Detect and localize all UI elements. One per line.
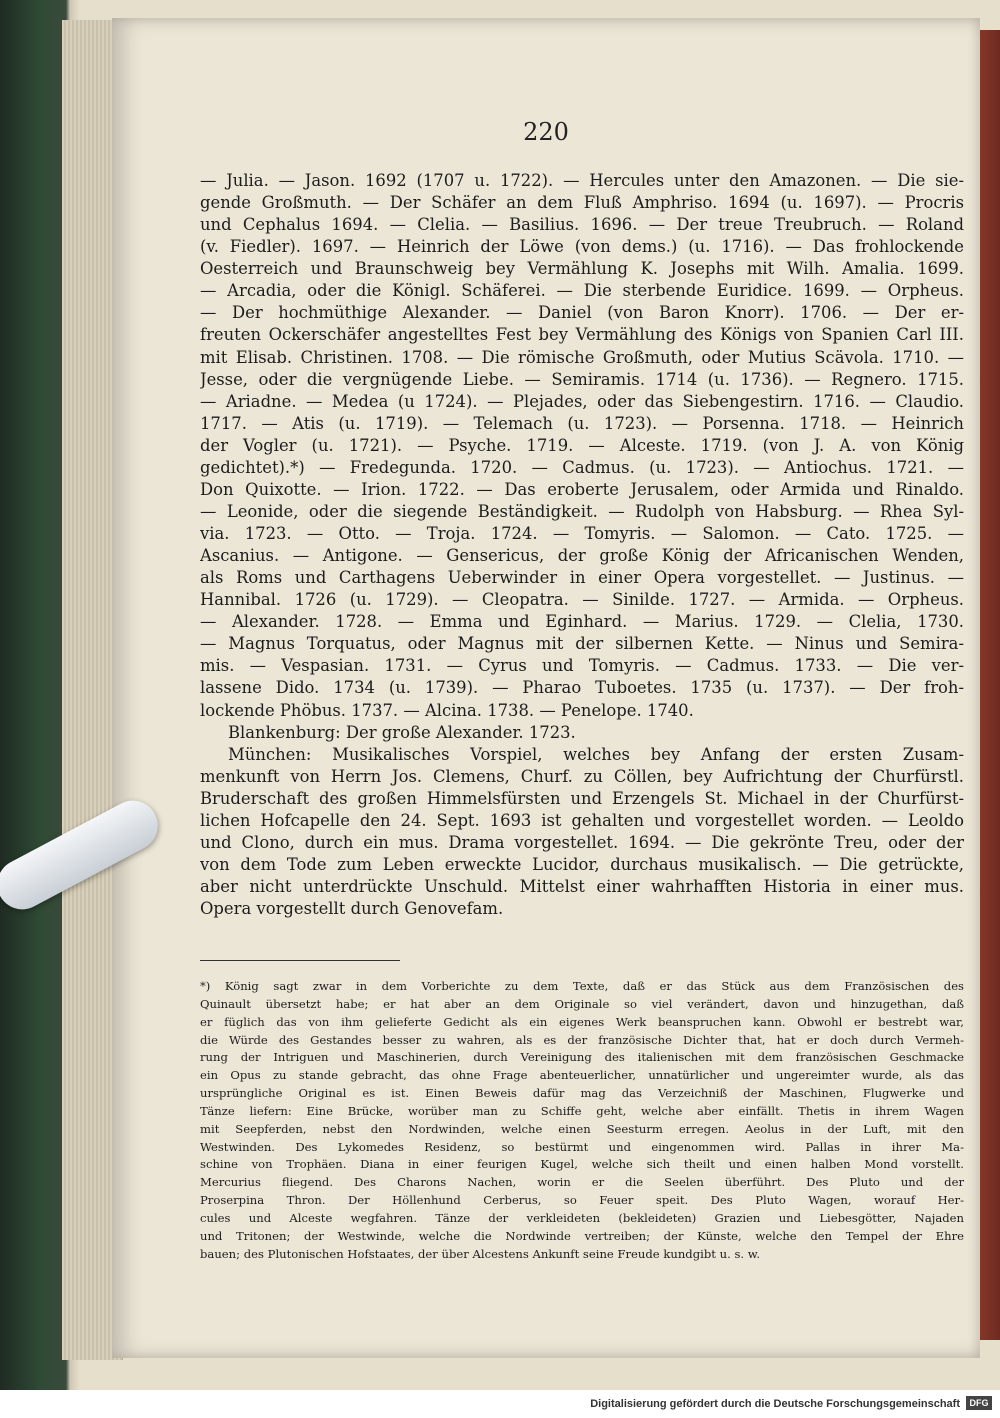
text-line: via. 1723. — Otto. — Troja. 1724. — Tomyris. — Salomon. — Cato. 1725. — <box>200 524 964 543</box>
book-page <box>112 18 980 1358</box>
footnote-line: und Tritonen; der Westwinde, welche die Nordwinde vertreiben; der Künste, welche den Tempel der Ehre <box>200 1228 964 1243</box>
footnote-line: rung der Intriguen und Maschinerien, durch Vereinigung des italienischen mit dem französischen Geschmacke <box>200 1050 964 1065</box>
footnote-line: cules und Alceste wegfahren. Tänze der verkleideten (bekleideten) Grazien und Liebesgötter, Najaden <box>200 1210 964 1225</box>
text-line: und Cephalus 1694. — Clelia. — Basilius. 1696. — Der treue Treubruch. — Roland <box>200 215 964 235</box>
text-line: lichen Hofcapelle den 24. Sept. 1693 ist gehalten und vorgestellet worden. — Leoldo <box>200 810 964 830</box>
dfg-logo-icon: DFG <box>966 1396 992 1410</box>
text-line: — Magnus Torquatus, oder Magnus mit der silbernen Kette. — Ninus und Semira- <box>200 634 964 654</box>
footnote-line: ein Opus zu stande gebracht, das ohne Frage abenteuerlicher, unnatürlicher und ungereimter wurde, als das <box>200 1068 964 1083</box>
text-line: lockende Phöbus. 1737. — Alcina. 1738. — Penelope. 1740. <box>200 700 694 720</box>
text-line: Don Quixotte. — Irion. 1722. — Das eroberte Jerusalem, oder Armida und Rinaldo. <box>200 479 964 499</box>
text-line: gende Großmuth. — Der Schäfer an dem Fluß Amphriso. 1694 (u. 1697). — Procris <box>200 193 964 213</box>
text-line: Oesterreich und Braunschweig bey Vermählung K. Josephs mit Wilh. Amalia. 1699. <box>200 259 964 279</box>
footnote-line: schine von Trophäen. Diana in einer feurigen Kugel, welche sich theilt und einen halben Mond vorstellt. <box>200 1157 964 1172</box>
digitization-credit: Digitalisierung gefördert durch die Deutsche Forschungsgemeinschaft <box>590 1398 960 1410</box>
text-line: München: Musikalisches Vorspiel, welches bey Anfang der ersten Zusam- <box>228 744 964 764</box>
text-line: lassene Dido. 1734 (u. 1739). — Pharao Tuboetes. 1735 (u. 1737). — Der froh- <box>200 678 964 698</box>
text-line: und Clono, durch ein mus. Drama vorgestellet. 1694. — Die gekrönte Treu, oder der <box>200 832 964 852</box>
text-line: mit Elisab. Christinen. 1708. — Die römische Großmuth, oder Mutius Scävola. 1710. — <box>200 347 964 367</box>
text-line: Bruderschaft des großen Himmelsfürsten und Erzengels St. Michael in der Churfürst- <box>200 788 964 808</box>
footnote-line: Proserpina Thron. Der Höllenhund Cerberus, so Feuer speit. Des Pluto Wagen, worauf Her- <box>200 1193 964 1208</box>
text-line: mis. — Vespasian. 1731. — Cyrus und Tomyris. — Cadmus. 1733. — Die ver- <box>200 656 964 676</box>
footnote-line: er füglich das von ihm gelieferte Gedicht als ein eigenes Werk beanspruchen kann. Obwohl er bestrebt war, <box>200 1014 964 1029</box>
text-line: menkunft von Herrn Jos. Clemens, Churf. zu Cöllen, bey Aufrichtung der Churfürstl. <box>200 766 964 786</box>
text-line: — Julia. — Jason. 1692 (1707 u. 1722). — Hercules unter den Amazonen. — Die sie- <box>200 171 964 190</box>
text-line: (v. Fiedler). 1697. — Heinrich der Löwe (von dems.) (u. 1716). — Das frohlockende <box>200 237 964 257</box>
text-line: — Leonide, oder die siegende Beständigkeit. — Rudolph von Habsburg. — Rhea Syl- <box>200 501 964 521</box>
text-line: — Alexander. 1728. — Emma und Eginhard. — Marius. 1729. — Clelia, 1730. <box>200 612 964 632</box>
text-line: als Roms und Carthagens Ueberwinder in einer Opera vorgestellet. — Justinus. — <box>200 568 964 588</box>
text-line: aber nicht unterdrückte Unschuld. Mittelst einer wahrhafften Historia in einer mus. <box>200 877 964 896</box>
footnote <box>200 978 964 1264</box>
text-line: — Ariadne. — Medea (u 1724). — Plejades, oder das Siebengestirn. 1716. — Claudio. <box>200 391 964 411</box>
footnote-line: *) König sagt zwar in dem Vorberichte zu dem Texte, daß er das Stück aus dem Französischen des <box>200 979 964 993</box>
footnote-line: mit Seepferden, nebst den Nordwinden, welche einen Seesturm erregen. Aeolus in der Luft, mit den <box>200 1121 964 1136</box>
text-line: Opera vorgestellt durch Genovefam. <box>200 899 504 919</box>
text-line: gedichtet).*) — Fredegunda. 1720. — Cadmus. (u. 1723). — Antiochus. 1721. — <box>200 457 964 477</box>
text-line: von dem Tode zum Leben erweckte Lucidor, durchaus musikalisch. — Die getrückte, <box>200 854 964 874</box>
text-line: 1717. — Atis (u. 1719). — Telemach (u. 1723). — Porsenna. 1718. — Heinrich <box>200 413 964 433</box>
footnote-separator <box>200 960 400 961</box>
text-line: — Der hochmüthige Alexander. — Daniel (von Baron Knorr). 1706. — Der er- <box>200 303 964 323</box>
page-number: 220 <box>523 118 569 146</box>
footnote-line: Quinault übersetzt habe; er hat aber an dem Originale so viel verändert, davon und hinzugethan, daß <box>200 996 964 1011</box>
text-line: — Arcadia, oder die Königl. Schäferei. — Die sterbende Euridice. 1699. — Orpheus. <box>200 281 964 301</box>
footnote-line: die Würde des Gestandes besser zu wahren, als es der französische Dichter that, hat er doch durch Vermeh- <box>200 1032 964 1047</box>
footnote-line: bauen; des Plutonischen Hofstaates, der über Alcestens Ankunft seine Freude kundgibt u. s. w. <box>200 1246 761 1261</box>
text-line: Hannibal. 1726 (u. 1729). — Cleopatra. — Sinilde. 1727. — Armida. — Orpheus. <box>200 590 964 610</box>
text-line: Ascanius. — Antigone. — Gensericus, der große König der Africanischen Wenden, <box>200 546 964 566</box>
footnote-line: Tänze liefern: Eine Brücke, worüber man zu Schiffe geht, welche aber einfällt. Thetis in ihrem Wagen <box>200 1103 964 1118</box>
text-line: Blankenburg: Der große Alexander. 1723. <box>228 722 576 742</box>
footnote-line: Mercurius fliegend. Des Charons Nachen, worin er die Seelen überführt. Des Pluto und der <box>200 1175 964 1190</box>
text-line: der Vogler (u. 1721). — Psyche. 1719. — Alceste. 1719. (von J. A. von König <box>200 435 964 455</box>
main-text <box>200 170 964 920</box>
text-line: Jesse, oder die vergnügende Liebe. — Semiramis. 1714 (u. 1736). — Regnero. 1715. <box>200 369 964 389</box>
footnote-line: ursprüngliche Original es ist. Einen Beweis dafür mag das Verzeichniß der Maschinen, Flugwerke und <box>200 1086 964 1101</box>
text-line: freuten Ockerschäfer angestelltes Fest bey Vermählung des Königs von Spanien Carl III. <box>200 325 964 345</box>
footnote-line: Westwinden. Des Lykomedes Residenz, so bestürmt und eingenommen wird. Pallas in ihrer Ma- <box>200 1139 964 1154</box>
